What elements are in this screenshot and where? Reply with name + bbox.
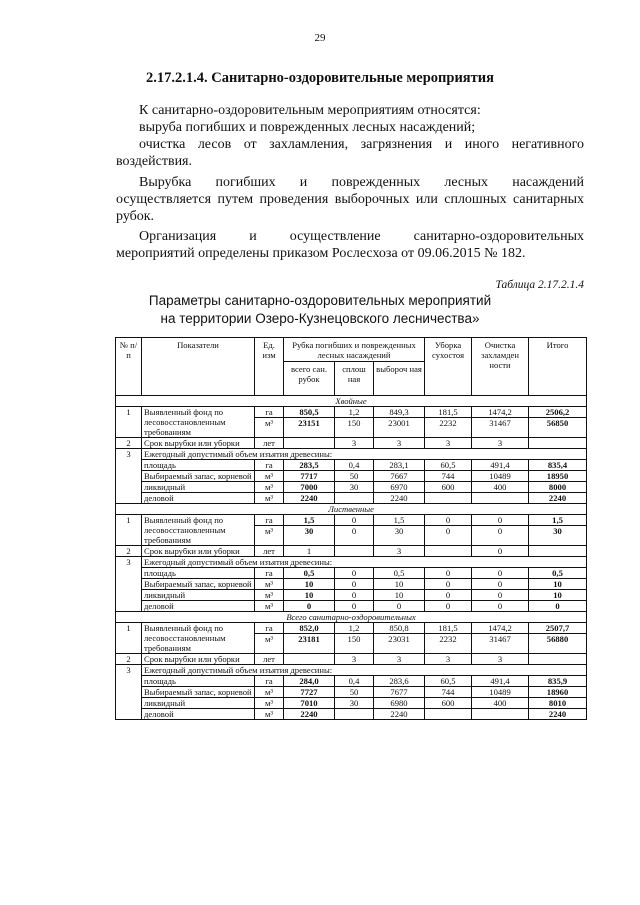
header-indicator: Показатели — [142, 338, 255, 396]
table-row — [116, 665, 587, 676]
value-cell: 2240 — [284, 493, 335, 504]
unit-cell: м³ — [255, 526, 284, 546]
paragraph-line: осуществляется путем проведения выборочных или сплошных санитарных — [116, 192, 584, 207]
value-cell: 284,0 — [284, 676, 335, 687]
value-cell: 744 — [425, 687, 472, 698]
value-cell: 850,5 — [284, 407, 335, 418]
value-cell: 1,5 — [284, 515, 335, 526]
table-row — [116, 676, 587, 687]
value-cell: 2507,7 — [529, 623, 587, 634]
row-label: Выбираемый запас, корневой — [142, 687, 255, 698]
table-row — [116, 601, 587, 612]
value-cell: 0 — [472, 601, 529, 612]
value-cell: 0 — [335, 590, 374, 601]
section-title: Всего санитарно-оздоровительных — [116, 612, 587, 623]
unit-cell: м³ — [255, 418, 284, 438]
table-title: Параметры санитарно-оздоровительных мероприятий — [148, 293, 492, 308]
table-title: на территории Озеро-Кузнецовского лесничества» — [160, 311, 480, 326]
row-label: Срок вырубки или уборки — [142, 546, 255, 557]
row-label: деловой — [142, 709, 255, 720]
row-label: ликвидный — [142, 482, 255, 493]
value-cell: 50 — [335, 471, 374, 482]
header-clear-felling: сплош ная — [335, 362, 374, 396]
row-number: 2 — [116, 438, 142, 449]
row-label: ликвидный — [142, 698, 255, 709]
unit-cell: лет — [255, 654, 284, 665]
value-cell: 2232 — [425, 634, 472, 654]
section-row — [116, 396, 587, 407]
value-cell: 400 — [472, 698, 529, 709]
table-row — [116, 407, 587, 418]
table-row — [116, 515, 587, 526]
value-cell: 30 — [335, 482, 374, 493]
value-cell: 3 — [335, 438, 374, 449]
value-cell: 31467 — [472, 418, 529, 438]
header-total-sanitary: всего сан. рубок — [284, 362, 335, 396]
value-cell: 56880 — [529, 634, 587, 654]
value-cell: 0 — [529, 601, 587, 612]
value-cell: 2506,2 — [529, 407, 587, 418]
value-cell: 2240 — [374, 709, 425, 720]
value-cell: 849,3 — [374, 407, 425, 418]
row-label: Выбираемый запас, корневой — [142, 579, 255, 590]
table-row — [116, 438, 587, 449]
unit-cell: м³ — [255, 579, 284, 590]
value-cell: 7717 — [284, 471, 335, 482]
value-cell — [529, 438, 587, 449]
value-cell: 283,1 — [374, 460, 425, 471]
header-cleaning: Очистка захламден ности — [472, 338, 529, 396]
value-cell: 0 — [425, 568, 472, 579]
value-cell: 600 — [425, 482, 472, 493]
value-cell: 1,2 — [335, 623, 374, 634]
table-row — [116, 654, 587, 665]
table-row — [116, 568, 587, 579]
value-cell: 0 — [472, 515, 529, 526]
unit-cell: м³ — [255, 698, 284, 709]
value-cell: 3 — [472, 438, 529, 449]
unit-cell: га — [255, 676, 284, 687]
header-felling: Рубка погибших и поврежденных лесных насаждений — [284, 338, 425, 362]
value-cell: 1474,2 — [472, 623, 529, 634]
unit-cell: м³ — [255, 493, 284, 504]
value-cell: 150 — [335, 418, 374, 438]
value-cell: 30 — [335, 698, 374, 709]
value-cell: 60,5 — [425, 460, 472, 471]
table-row — [116, 460, 587, 471]
section-row — [116, 612, 587, 623]
value-cell: 7667 — [374, 471, 425, 482]
value-cell: 3 — [374, 438, 425, 449]
paragraph-line: Вырубка погибших и поврежденных лесных насаждений — [139, 175, 584, 190]
row-number: 2 — [116, 654, 142, 665]
value-cell: 1474,2 — [472, 407, 529, 418]
table-row — [116, 546, 587, 557]
value-cell: 744 — [425, 471, 472, 482]
paragraph-line: рубок. — [116, 209, 155, 224]
value-cell: 852,0 — [284, 623, 335, 634]
row-label: площадь — [142, 676, 255, 687]
value-cell: 0 — [472, 546, 529, 557]
value-cell — [284, 438, 335, 449]
paragraph-line: К санитарно-оздоровительным мероприятиям относятся: — [139, 103, 481, 118]
parameters-table — [115, 337, 587, 720]
value-cell — [335, 709, 374, 720]
value-cell: 0 — [425, 601, 472, 612]
table-row — [116, 557, 587, 568]
value-cell: 0,5 — [374, 568, 425, 579]
table-row — [116, 687, 587, 698]
value-cell: 10 — [284, 590, 335, 601]
value-cell: 10 — [374, 579, 425, 590]
value-cell: 31467 — [472, 634, 529, 654]
value-cell: 6970 — [374, 482, 425, 493]
value-cell: 30 — [374, 526, 425, 546]
section-heading: 2.17.2.1.4. Санитарно-оздоровительные мероприятия — [146, 70, 494, 86]
unit-cell: га — [255, 460, 284, 471]
row-label: деловой — [142, 493, 255, 504]
row-label: деловой — [142, 601, 255, 612]
row-label: Ежегодный допустимый объем изъятия древесины: — [142, 449, 587, 460]
value-cell: 0 — [425, 515, 472, 526]
row-label: площадь — [142, 568, 255, 579]
value-cell: 0,5 — [284, 568, 335, 579]
value-cell: 6980 — [374, 698, 425, 709]
value-cell: 835,9 — [529, 676, 587, 687]
value-cell: 23031 — [374, 634, 425, 654]
value-cell: 0 — [425, 579, 472, 590]
value-cell: 0 — [425, 590, 472, 601]
value-cell: 850,8 — [374, 623, 425, 634]
table-row — [116, 590, 587, 601]
value-cell: 8010 — [529, 698, 587, 709]
value-cell: 1,5 — [529, 515, 587, 526]
value-cell: 3 — [335, 654, 374, 665]
value-cell: 400 — [472, 482, 529, 493]
value-cell: 60,5 — [425, 676, 472, 687]
value-cell: 7000 — [284, 482, 335, 493]
value-cell: 18960 — [529, 687, 587, 698]
header-unit: Ед. изм — [255, 338, 284, 396]
unit-cell: м³ — [255, 590, 284, 601]
table-row — [116, 579, 587, 590]
row-label: Выявленный фонд по лесовосстановленным требованиям — [142, 623, 255, 654]
value-cell: 10 — [529, 590, 587, 601]
row-number: 1 — [116, 407, 142, 438]
value-cell: 1 — [284, 546, 335, 557]
table-row — [116, 698, 587, 709]
value-cell — [425, 493, 472, 504]
value-cell: 181,5 — [425, 407, 472, 418]
unit-cell: м³ — [255, 482, 284, 493]
value-cell: 0,4 — [335, 676, 374, 687]
unit-cell: га — [255, 515, 284, 526]
value-cell: 0 — [335, 579, 374, 590]
header-selective-felling: выбороч ная — [374, 362, 425, 396]
value-cell — [529, 654, 587, 665]
value-cell: 0 — [284, 601, 335, 612]
value-cell: 3 — [472, 654, 529, 665]
table-row — [116, 493, 587, 504]
row-number: 3 — [116, 449, 142, 504]
value-cell: 10489 — [472, 687, 529, 698]
paragraph-line: Организация и осуществление санитарно-оздоровительных — [139, 229, 584, 244]
value-cell: 0,4 — [335, 460, 374, 471]
value-cell: 0,5 — [529, 568, 587, 579]
row-label: Ежегодный допустимый объем изъятия древесины: — [142, 665, 587, 676]
table-row — [116, 623, 587, 634]
value-cell: 10 — [529, 579, 587, 590]
unit-cell: лет — [255, 438, 284, 449]
paragraph-line: очистка лесов от захламления, загрязнения и иного негативного — [139, 137, 584, 152]
value-cell: 1,5 — [374, 515, 425, 526]
value-cell: 835,4 — [529, 460, 587, 471]
value-cell: 3 — [425, 438, 472, 449]
value-cell: 491,4 — [472, 676, 529, 687]
table-row — [116, 449, 587, 460]
row-label: Выявленный фонд по лесовосстановленным требованиям — [142, 407, 255, 438]
row-label: ликвидный — [142, 590, 255, 601]
value-cell: 50 — [335, 687, 374, 698]
unit-cell: м³ — [255, 709, 284, 720]
row-number: 2 — [116, 546, 142, 557]
value-cell: 2240 — [374, 493, 425, 504]
row-number: 1 — [116, 623, 142, 654]
row-number: 3 — [116, 665, 142, 720]
unit-cell: га — [255, 623, 284, 634]
value-cell: 3 — [374, 654, 425, 665]
unit-cell: га — [255, 568, 284, 579]
row-label: Ежегодный допустимый объем изъятия древесины: — [142, 557, 587, 568]
value-cell: 0 — [335, 526, 374, 546]
value-cell: 0 — [374, 601, 425, 612]
value-cell: 181,5 — [425, 623, 472, 634]
value-cell: 18950 — [529, 471, 587, 482]
value-cell: 283,6 — [374, 676, 425, 687]
row-label: Выбираемый запас, корневой — [142, 471, 255, 482]
value-cell — [529, 546, 587, 557]
value-cell: 2240 — [284, 709, 335, 720]
value-cell: 0 — [425, 526, 472, 546]
row-number: 3 — [116, 557, 142, 612]
value-cell — [425, 546, 472, 557]
table-row — [116, 471, 587, 482]
value-cell: 7677 — [374, 687, 425, 698]
section-title: Лиственные — [116, 504, 587, 515]
value-cell: 283,5 — [284, 460, 335, 471]
header-num: № п/п — [116, 338, 142, 396]
value-cell: 2240 — [529, 493, 587, 504]
value-cell — [335, 546, 374, 557]
section-title: Хвойные — [116, 396, 587, 407]
value-cell: 3 — [425, 654, 472, 665]
value-cell: 0 — [335, 601, 374, 612]
value-cell: 0 — [335, 515, 374, 526]
value-cell — [284, 654, 335, 665]
value-cell: 0 — [472, 568, 529, 579]
value-cell: 7727 — [284, 687, 335, 698]
value-cell: 10 — [374, 590, 425, 601]
value-cell: 0 — [472, 526, 529, 546]
value-cell: 7010 — [284, 698, 335, 709]
table-caption: Таблица 2.17.2.1.4 — [495, 279, 584, 291]
unit-cell: м³ — [255, 687, 284, 698]
value-cell: 491,4 — [472, 460, 529, 471]
value-cell: 10489 — [472, 471, 529, 482]
value-cell: 30 — [529, 526, 587, 546]
header-total: Итого — [529, 338, 587, 396]
value-cell: 2240 — [529, 709, 587, 720]
value-cell: 2232 — [425, 418, 472, 438]
value-cell: 23181 — [284, 634, 335, 654]
value-cell — [472, 709, 529, 720]
value-cell: 3 — [374, 546, 425, 557]
value-cell: 600 — [425, 698, 472, 709]
value-cell: 0 — [472, 579, 529, 590]
unit-cell: м³ — [255, 601, 284, 612]
table-row — [116, 709, 587, 720]
value-cell: 23001 — [374, 418, 425, 438]
value-cell: 8000 — [529, 482, 587, 493]
section-row — [116, 504, 587, 515]
value-cell: 0 — [335, 568, 374, 579]
paragraph-line: воздействия. — [116, 154, 192, 169]
value-cell: 23151 — [284, 418, 335, 438]
paragraph-line: мероприятий определены приказом Рослесхоза от 09.06.2015 № 182. — [116, 246, 526, 261]
paragraph-line: выруба погибших и поврежденных лесных насаждений; — [139, 120, 476, 135]
value-cell: 1,2 — [335, 407, 374, 418]
value-cell — [425, 709, 472, 720]
row-number: 1 — [116, 515, 142, 546]
row-label: площадь — [142, 460, 255, 471]
value-cell: 10 — [284, 579, 335, 590]
unit-cell: м³ — [255, 634, 284, 654]
table-row — [116, 482, 587, 493]
value-cell: 150 — [335, 634, 374, 654]
unit-cell: м³ — [255, 471, 284, 482]
value-cell: 56850 — [529, 418, 587, 438]
value-cell — [335, 493, 374, 504]
page-number: 29 — [314, 32, 326, 44]
row-label: Срок вырубки или уборки — [142, 438, 255, 449]
unit-cell: лет — [255, 546, 284, 557]
row-label: Срок вырубки или уборки — [142, 654, 255, 665]
value-cell — [472, 493, 529, 504]
header-deadwood: Уборка сухостоя — [425, 338, 472, 396]
unit-cell: га — [255, 407, 284, 418]
value-cell: 0 — [472, 590, 529, 601]
row-label: Выявленный фонд по лесовосстановленным требованиям — [142, 515, 255, 546]
value-cell: 30 — [284, 526, 335, 546]
